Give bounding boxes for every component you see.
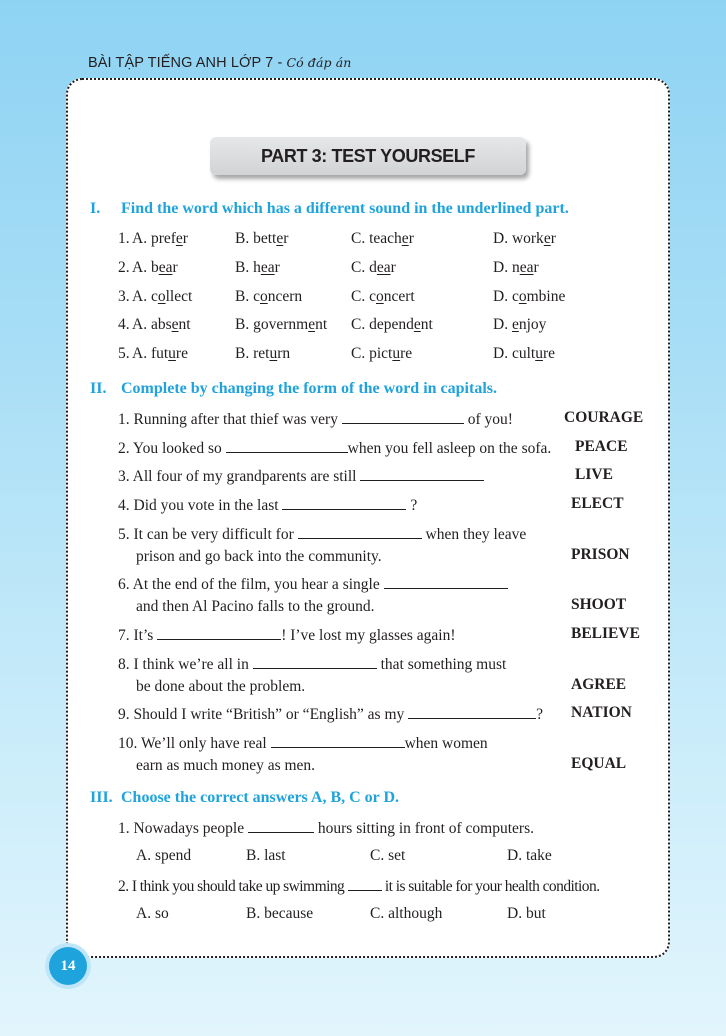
question-continuation: prison and go back into the community.: [136, 548, 382, 565]
option-text: C. pict: [351, 345, 393, 362]
question-part: that something must: [376, 656, 507, 673]
question-part: 1. Running after that thief was very: [118, 411, 342, 428]
option-text: re: [542, 345, 555, 362]
page-number: 14: [49, 947, 87, 985]
capital-word: PEACE: [575, 438, 628, 455]
question-number: 2.: [118, 259, 130, 276]
section-1-title: Find the word which has a different sound in the underlined part.: [121, 200, 569, 217]
underlined-part: ea: [260, 259, 275, 276]
question-part: 2. You looked so: [118, 440, 226, 457]
option-d: [493, 345, 555, 363]
answer-blank: [271, 733, 405, 748]
option-text: C. depend: [351, 316, 414, 333]
option-text: B. c: [235, 288, 260, 305]
question-part: 10. We’ll only have real: [118, 735, 271, 752]
question-text: [118, 409, 513, 431]
option-text: ncert: [383, 288, 415, 305]
underlined-part: u: [392, 345, 401, 362]
question-text: [118, 438, 551, 460]
answer-option: B. last: [246, 847, 286, 864]
question-text: [118, 654, 506, 698]
question-text: [118, 524, 526, 568]
answer-option: A. so: [136, 905, 169, 922]
capital-word: ELECT: [571, 495, 624, 512]
question-number: 5.: [118, 345, 130, 362]
answer-blank: [408, 704, 536, 719]
option-text: A. c: [132, 288, 158, 305]
capital-word: COURAGE: [564, 409, 644, 426]
option-text: B. h: [235, 259, 261, 276]
option-text: B. ret: [235, 345, 270, 362]
underlined-part: o: [518, 288, 527, 305]
section-1-number: I.: [90, 200, 101, 217]
question-part: 2. I think you should take up swimming: [118, 878, 348, 895]
option-c: [351, 316, 433, 334]
option-text: A. abs: [132, 316, 172, 333]
answer-option: C. set: [370, 847, 406, 864]
question-text: [118, 704, 543, 726]
underlined-part: e: [401, 230, 409, 247]
option-text: r: [408, 230, 414, 247]
option-c: [351, 345, 412, 363]
option-text: r: [274, 259, 280, 276]
option-text: nt: [178, 316, 191, 333]
option-text: llect: [165, 288, 193, 305]
question-text: [118, 818, 534, 840]
option-text: r: [172, 259, 178, 276]
option-b: [235, 316, 327, 334]
option-text: D.: [493, 316, 512, 333]
capital-word: AGREE: [571, 676, 627, 693]
running-head-title: BÀI TẬP TIẾNG ANH LỚP 7 -: [88, 55, 287, 71]
answer-option: A. spend: [136, 847, 192, 864]
section-3-heading: [90, 789, 399, 807]
underlined-part: o: [259, 288, 268, 305]
option-a: [132, 230, 188, 248]
option-a: [132, 259, 178, 277]
option-c: [351, 230, 414, 248]
question-continuation: be done about the problem.: [136, 678, 306, 695]
running-head-script: Có đáp án: [286, 55, 352, 70]
option-text: B. bett: [235, 230, 277, 247]
option-text: D. work: [493, 230, 544, 247]
option-text: mbine: [526, 288, 566, 305]
answer-option: B. because: [246, 905, 314, 922]
option-text: r: [533, 259, 539, 276]
underlined-part: e: [171, 316, 179, 333]
answer-option: C. although: [370, 905, 443, 922]
question-text: [118, 495, 417, 517]
capital-word: BELIEVE: [571, 625, 640, 642]
option-text: nt: [420, 316, 433, 333]
answer-option: D. but: [507, 905, 546, 922]
capital-word: SHOOT: [571, 596, 627, 613]
capital-word: EQUAL: [571, 755, 627, 772]
underlined-part: u: [269, 345, 278, 362]
question-text: [118, 625, 456, 647]
underlined-part: e: [413, 316, 421, 333]
question-part: it is suitable for your health condition.: [381, 878, 600, 895]
underlined-part: ea: [158, 259, 173, 276]
underlined-part: ea: [376, 259, 391, 276]
option-text: rn: [277, 345, 291, 362]
question-number: 4.: [118, 316, 130, 333]
section-2-number: II.: [90, 380, 107, 397]
option-text: nt: [315, 316, 328, 333]
question-part: when women: [404, 735, 488, 752]
question-part: 1. Nowadays people: [118, 820, 248, 837]
option-a: [132, 288, 192, 306]
question-part: 8. I think we’re all in: [118, 656, 253, 673]
underlined-part: u: [535, 345, 543, 362]
answer-blank: [248, 818, 314, 833]
underlined-part: e: [511, 316, 519, 333]
underlined-part: e: [543, 230, 551, 247]
question-number: 1.: [118, 230, 130, 247]
running-head: [88, 55, 351, 71]
option-b: [235, 230, 288, 248]
option-text: C. c: [351, 288, 376, 305]
underlined-part: ea: [519, 259, 534, 276]
section-2-heading: [90, 380, 497, 398]
capital-word: PRISON: [571, 546, 630, 563]
capital-word: NATION: [571, 704, 632, 721]
question-part: 5. It can be very difficult for: [118, 526, 298, 543]
option-text: r: [390, 259, 396, 276]
question-text: [118, 733, 488, 777]
answer-blank: [348, 876, 382, 891]
underlined-part: o: [375, 288, 384, 305]
option-a: [132, 345, 188, 363]
question-part: when they leave: [421, 526, 527, 543]
question-part: when you fell asleep on the sofa.: [347, 440, 552, 457]
option-c: [351, 259, 396, 277]
option-text: D. cult: [493, 345, 536, 362]
option-d: [493, 230, 556, 248]
option-text: B. governm: [235, 316, 309, 333]
question-text: [118, 876, 600, 898]
section-3-title: Choose the correct answers A, B, C or D.: [121, 789, 400, 806]
question-part: 4. Did you vote in the last: [118, 497, 283, 514]
section-3-number: III.: [90, 789, 113, 806]
question-continuation: and then Al Pacino falls to the ground.: [136, 598, 375, 615]
option-a: [132, 316, 191, 334]
option-text: ncern: [267, 288, 303, 305]
question-text: [118, 574, 508, 618]
option-text: A. b: [132, 259, 159, 276]
question-part: of you!: [463, 411, 513, 428]
option-text: r: [550, 230, 556, 247]
option-b: [235, 259, 280, 277]
answer-blank: [298, 524, 422, 539]
answer-blank: [253, 654, 377, 669]
answer-blank: [157, 625, 281, 640]
capital-word: LIVE: [575, 466, 613, 483]
option-text: re: [400, 345, 413, 362]
question-number: 3.: [118, 288, 130, 305]
option-d: [493, 316, 546, 334]
answer-blank: [282, 495, 406, 510]
question-text: [118, 466, 484, 488]
option-d: [493, 259, 539, 277]
option-text: A. fut: [132, 345, 169, 362]
option-text: njoy: [518, 316, 547, 333]
answer-blank: [360, 466, 484, 481]
answer-blank: [226, 438, 348, 453]
option-text: r: [283, 230, 289, 247]
question-part: ! I’ve lost my glasses again!: [281, 627, 456, 644]
answer-blank: [342, 409, 464, 424]
question-part: 3. All four of my grandparents are still: [118, 468, 361, 485]
question-continuation: earn as much money as men.: [136, 757, 316, 774]
underlined-part: o: [157, 288, 166, 305]
option-d: [493, 288, 565, 306]
option-b: [235, 288, 302, 306]
question-part: 6. At the end of the film, you hear a single: [118, 576, 384, 593]
question-part: hours sitting in front of computers.: [314, 820, 534, 837]
underlined-part: u: [168, 345, 176, 362]
option-text: r: [182, 230, 188, 247]
answer-option: D. take: [507, 847, 552, 864]
question-part: 9. Should I write “British” or “English” as my: [118, 706, 409, 723]
answer-blank: [384, 574, 508, 589]
underlined-part: e: [175, 230, 183, 247]
question-part: ?: [406, 497, 418, 514]
question-part: 7. It’s: [118, 627, 158, 644]
option-text: C. d: [351, 259, 377, 276]
underlined-part: e: [276, 230, 284, 247]
option-text: re: [175, 345, 188, 362]
section-1-heading: [90, 200, 569, 218]
section-2-title: Complete by changing the form of the word in capitals.: [121, 380, 497, 397]
option-text: C. teach: [351, 230, 402, 247]
option-c: [351, 288, 415, 306]
underlined-part: e: [308, 316, 316, 333]
part-title: PART 3: TEST YOURSELF: [210, 137, 526, 175]
option-text: D. c: [493, 288, 519, 305]
option-text: A. pref: [132, 230, 176, 247]
option-text: D. n: [493, 259, 520, 276]
option-b: [235, 345, 290, 363]
question-part: ?: [536, 706, 544, 723]
